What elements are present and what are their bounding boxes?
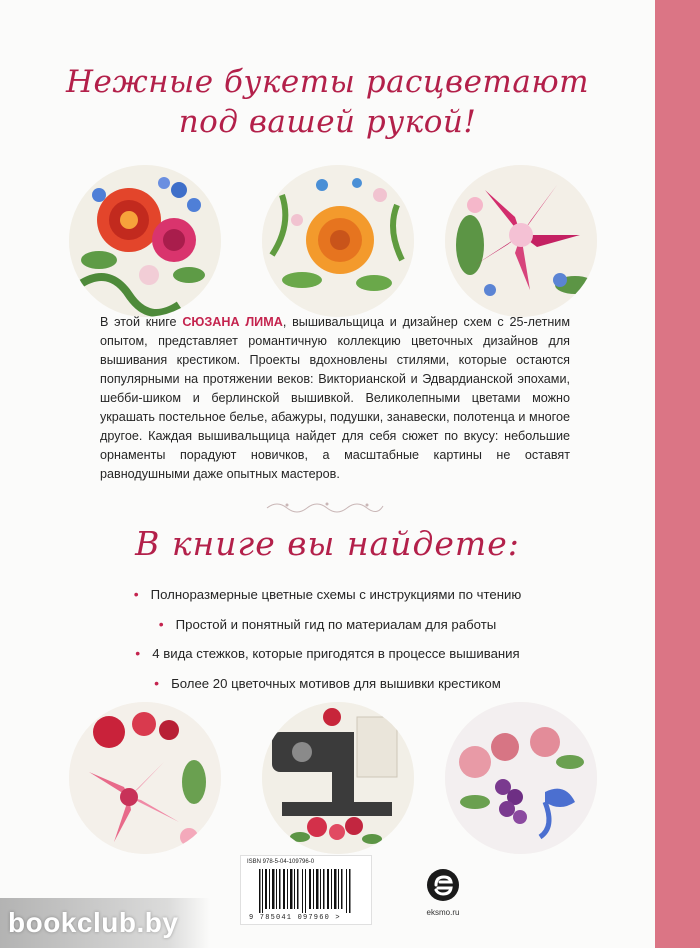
book-description [100, 313, 570, 484]
bullet-icon: • [158, 615, 164, 632]
embroidery-photo-sewing-machine [262, 702, 414, 854]
description-body: , вышивальщица и дизайнер схем с 25-летним опытом, представляет романтичную коллекцию цветочных дизайнов для вышивания крестиком. Проекты вдохновлены стилями, которые остаются популярными на протяжении веков: Викторианской и Эдвардианской эпохами, шебби-шиком и берлинской вышивкой. Великолепными цветами можно украшать постельное белье, абажуры, подушки, занавески, полотенца и многое другое. Каждая вышивальщица найдет для себя сюжет по вкусу: небольшие орнаменты порадуют новичков, а масштабные картины не оставят равнодушными даже опытных мастеров. [100, 315, 571, 481]
headline-line-2: под вашей рукой! [178, 104, 477, 140]
list-item: • Полноразмерные цветные схемы с инструкциями по чтению [133, 586, 522, 602]
barcode-icon [259, 869, 353, 913]
embroidery-photo-grapes-bouquet [445, 702, 597, 854]
cover-spine-strip [655, 0, 700, 948]
watermark-text: bookclub.by [8, 907, 179, 938]
author-name: СЮЗАНА ЛИМА [182, 315, 283, 329]
isbn-barcode [240, 855, 372, 925]
bullet-icon: • [135, 645, 141, 661]
isbn-text: ISBN 978-5-04-109796-0 [247, 859, 315, 865]
barcode-digits: 9 785041 097960 > [249, 914, 341, 922]
embroidery-photo-lily [445, 165, 597, 317]
embroidery-photo-pink-lilies [69, 702, 221, 854]
watermark-bar [0, 898, 210, 948]
embroidery-photo-bouquet [69, 165, 221, 317]
eksmo-logo-icon [426, 868, 460, 902]
list-item: • Простой и понятный гид по материалам для работы [158, 615, 497, 632]
list-item: • 4 вида стежков, которые пригодятся в процессе вышивания [135, 645, 520, 661]
features-list [0, 580, 655, 698]
features-heading: В книге вы найдете: [135, 524, 520, 563]
bullet-icon: • [133, 586, 139, 602]
bullet-icon: • [154, 674, 160, 691]
description-intro: В этой книге [100, 315, 183, 329]
publisher-site: eksmo.ru [426, 908, 460, 917]
headline-line-1: Нежные букеты расцветают [65, 64, 589, 100]
cover-headline [0, 62, 655, 142]
ornament-divider [265, 496, 385, 514]
embroidery-photo-orange-rose [262, 165, 414, 317]
list-item: • Более 20 цветочных мотивов для вышивки крестиком [154, 674, 501, 691]
